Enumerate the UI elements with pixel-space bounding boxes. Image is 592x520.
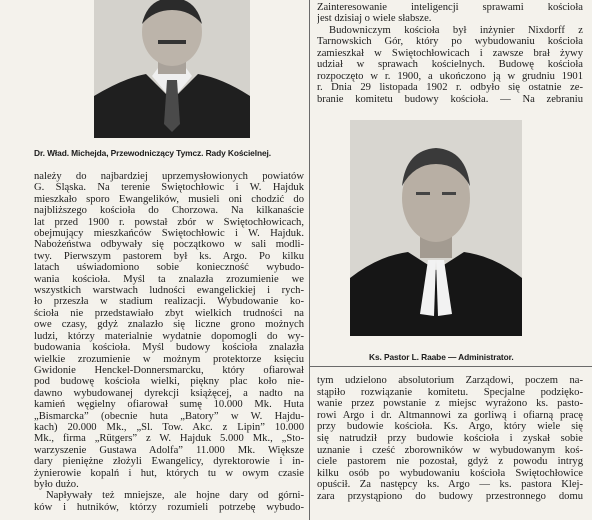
text-line: Gwidonie Henckel-Donnersmarcku, który ofiarował xyxy=(34,364,304,376)
text-line: G. Śląska. Na terenie Świętochłowic i W. Hajduk xyxy=(34,182,304,194)
text-line: przy budowie kościoła. Ks. Argo, który wiele się xyxy=(317,421,583,433)
text-line: było dużo. xyxy=(34,478,79,490)
text-line: dawno wybudowanej dyrekcji książęcej, a nadto na xyxy=(34,387,304,399)
text-line: branie komitetu budowy kościoła. — Na zebraniu xyxy=(317,93,583,105)
text-line: obejmujący mieszkańców Świętochłowic i W. Hajduk. xyxy=(34,228,304,240)
text-line: kamień węgielny ofiarował sumę 10.000 Mk. Huta xyxy=(34,399,304,411)
article-column-right-bottom xyxy=(317,375,583,503)
text-line: Mk., firma „Rütgers” z W. Hajduk 5.000 Mk., „Sto- xyxy=(34,433,304,445)
portrait-photo-michejda xyxy=(94,0,250,138)
portrait-photo-raabe xyxy=(350,120,522,336)
article-column-right-top xyxy=(317,2,583,105)
text-line: ło przeszła w stadium realizacji. Wybudowanie ko- xyxy=(34,296,304,308)
text-line: opuścił. Za następcy ks. Argo — ks. pastora Klej- xyxy=(317,479,583,491)
text-line: kach) 20.000 Mk., „Śl. Tow. Akc. z Lipin” 10.000 xyxy=(34,421,304,433)
text-line: wania kościoła. Myśl ta znalazła zrozumienie we xyxy=(34,273,304,285)
photo-caption-raabe: Ks. Pastor L. Raabe — Administrator. xyxy=(369,352,514,362)
text-line: Napływały też mniejsze, ale hojne dary od górni- xyxy=(46,490,304,502)
text-line: r. Dnia 29 listopada 1902 r. odbyło się ostatnie ze- xyxy=(317,82,583,94)
photo-caption-michejda: Dr. Wład. Michejda, Przewodniczący Tymcz. Rady Kościelnej. xyxy=(34,148,271,158)
text-line: ludzi, którzy materialnie wydatnie dopomogli do wy- xyxy=(34,330,304,342)
text-line: „Bismarcka” (obecnie huta „Batory” w W. Hajdu- xyxy=(34,410,304,422)
text-line: owe czasy, gdyż znalazło się liczne grono możnych xyxy=(34,319,304,331)
text-line: tym udzielono absolutorium Zarządowi, poczem na- xyxy=(317,375,583,386)
text-line: ków i hutników, którzy rozumieli potrzebę wybudo- xyxy=(34,501,304,513)
text-line: mieszkało sporo Ewangelików, musieli oni chodzić do xyxy=(34,193,304,205)
text-line: Tarnowskich Gór, który po wybudowaniu kościoła xyxy=(317,36,583,48)
text-line: Budowniczym kościoła był inżynier Nixdorff z xyxy=(329,24,583,36)
text-line: latach uświadomiono sobie konieczność wybudo- xyxy=(34,262,304,274)
text-line: jest dzisiaj o wiele słabsze. xyxy=(317,13,432,25)
text-line: rozpoczęto w r. 1900, a ukończono ją w grudniu 1901 xyxy=(317,70,583,82)
text-line: dary pieniężne złożyli Ewangelicy, dyrektorowie i in- xyxy=(34,456,304,468)
text-line: rowi Argo i dr. Altmannowi za gorliwą i ofiarną pracę xyxy=(317,409,583,421)
text-line: Zainteresowanie inteligencji sprawami kościoła xyxy=(317,2,583,13)
text-line: wszystkich warstwach ludności ewangelickiej i rych- xyxy=(34,285,304,297)
text-line: zamieszkał w Świętochłowicach i zawsze brał żywy xyxy=(317,47,583,59)
text-line: warzyszenie Gustawa Adolfa” 11.000 Mk. Większe xyxy=(34,444,304,456)
text-line: lat przed 1900 r. powstał zbór w Świętochłowicach, xyxy=(34,216,304,228)
caption-rule xyxy=(310,366,592,367)
text-line: ścioła nie przedstawiało zbyt wielkich trudności na xyxy=(34,307,304,319)
text-line: kilku osób po wybudowaniu kościoła Świętochłowice xyxy=(317,467,583,479)
text-line: żynierowie kopalń i hut, których tu w owym czasie xyxy=(34,467,304,479)
text-line: wielkie zrozumienie w możnym protektorze księciu xyxy=(34,353,304,365)
text-line: najbliższego kościoła do Chorzowa. Na kilkanaście xyxy=(34,205,304,217)
text-line: należy do najbardziej uprzemysłowionych powiatów xyxy=(34,171,304,182)
column-divider xyxy=(309,0,310,520)
text-line: budowania kościoła. Myśl budowy kościoła znalazła xyxy=(34,342,304,354)
text-line: wanie przez powstanie z miejsc wyrażono ks. pasto- xyxy=(317,398,583,410)
text-line: stąpiło rozwiązanie komitetu. Specjalne podzięko- xyxy=(317,386,583,398)
text-line: pod budowę kościoła wielki, piękny plac koło nie- xyxy=(34,376,304,388)
text-line: twy. Pierwszym pastorem był ks. Argo. Po kilku xyxy=(34,250,304,262)
text-line: się natrudził przy budowie kościoła i zyskał sobie xyxy=(317,432,583,444)
text-line: udział w sprawach kościelnych. Budowę kościoła xyxy=(317,59,583,71)
text-line: zara przystąpiono do budowy przestronnego domu xyxy=(317,490,583,502)
article-column-left xyxy=(34,171,304,513)
text-line: uznanie i cześć zborowników w wybudowanym koś- xyxy=(317,444,583,456)
text-line: Nabożeństwa odbywały się początkowo w sali modli- xyxy=(34,239,304,251)
text-line: ciele pastorem nie pozostał, gdyż z powodu intryg xyxy=(317,456,583,468)
